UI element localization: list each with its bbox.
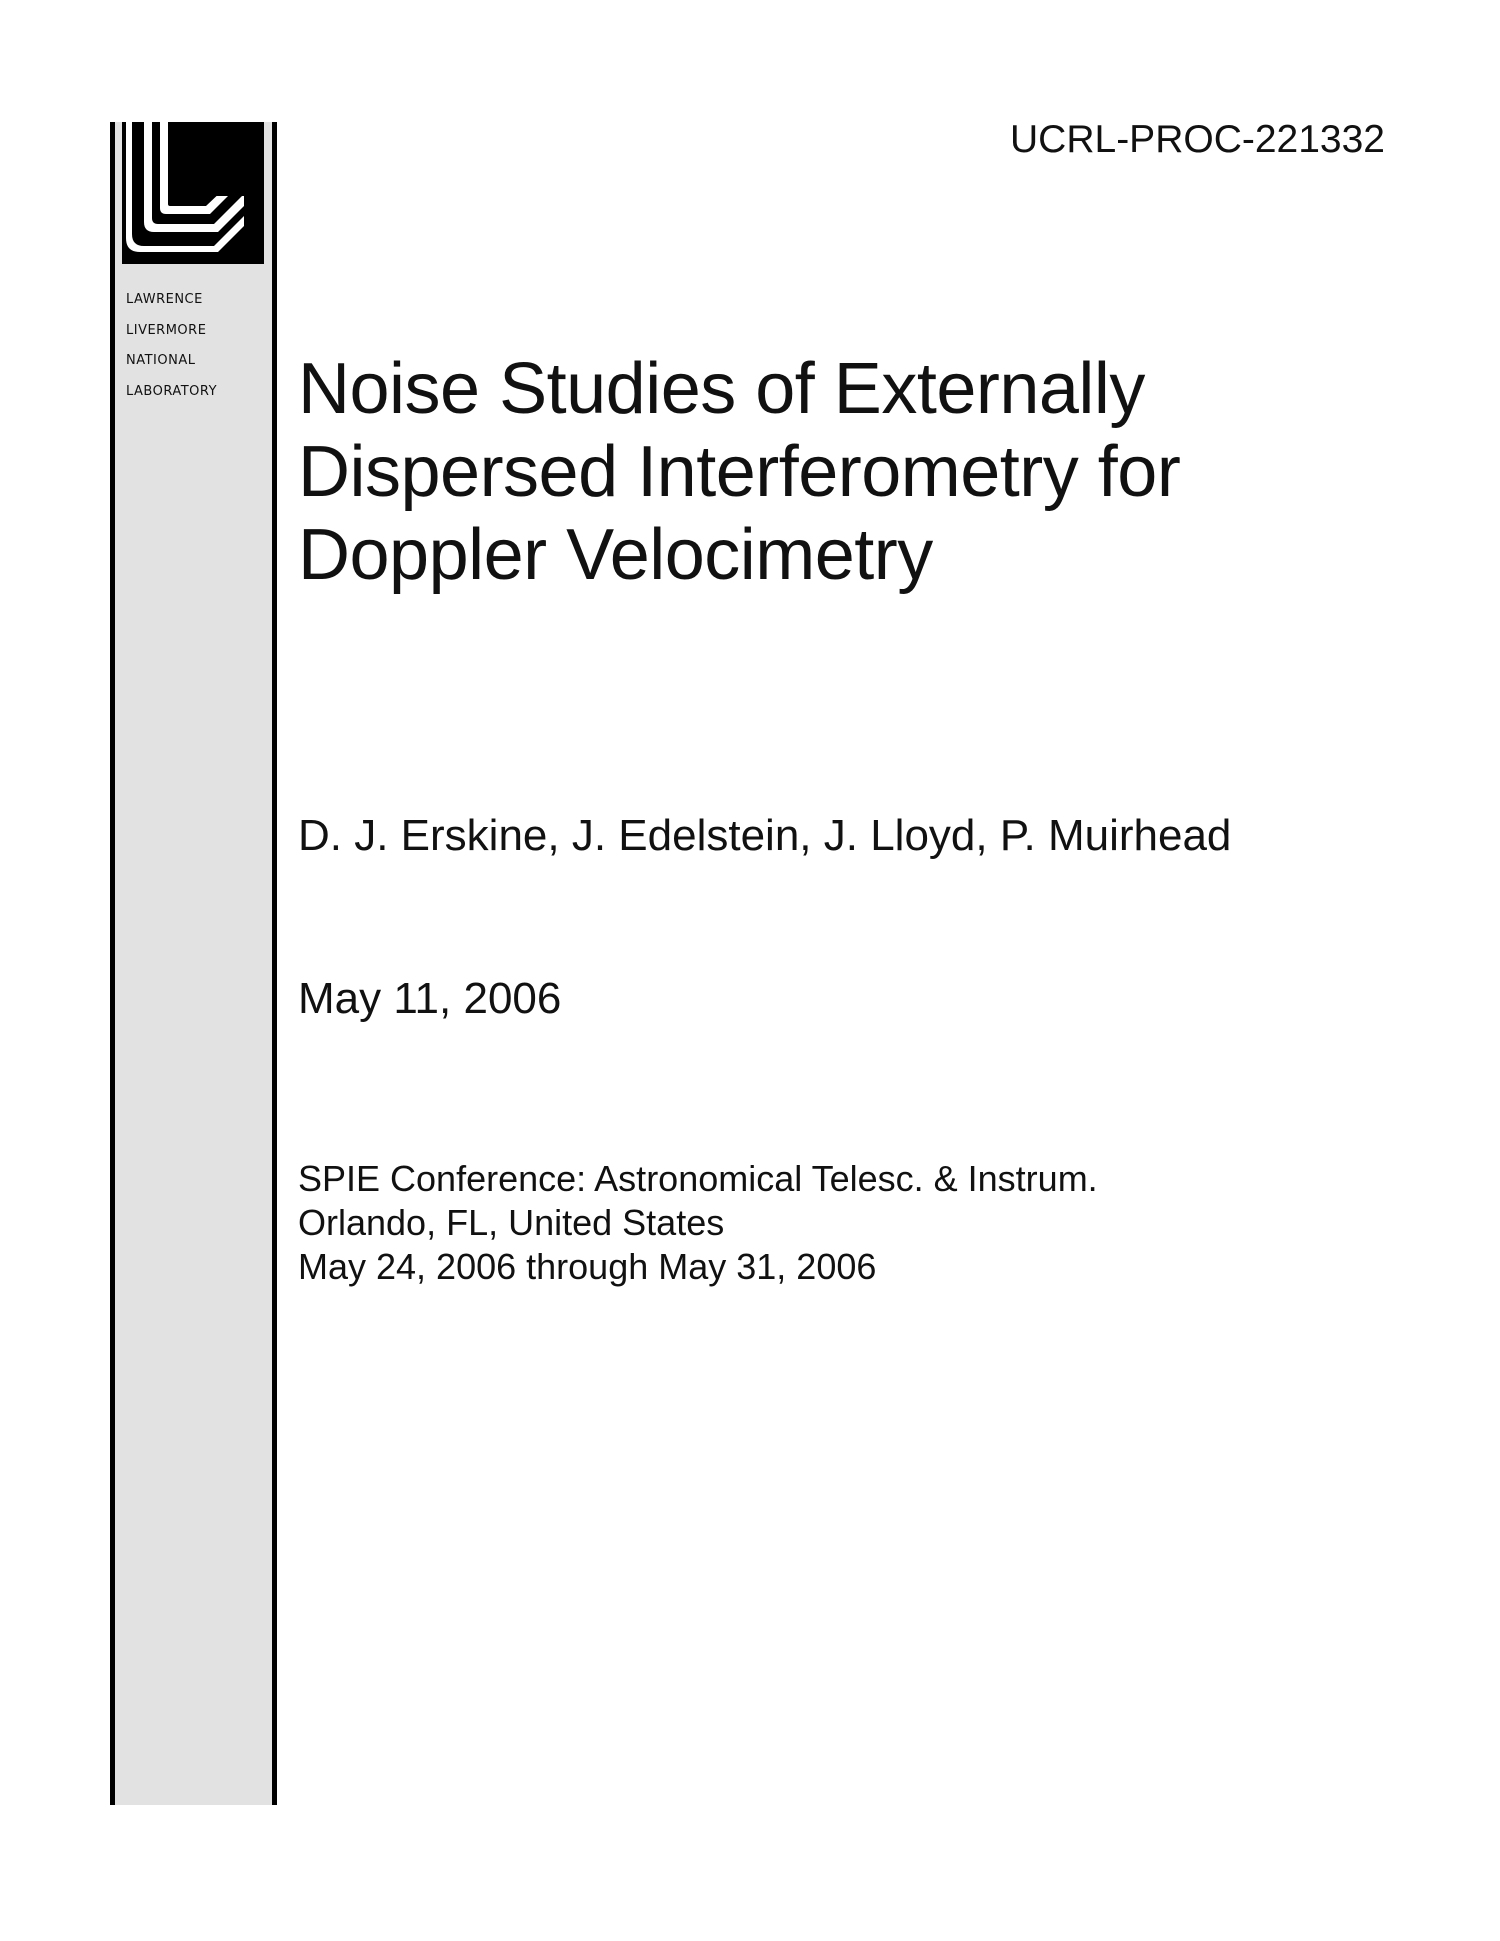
report-id: UCRL-PROC-221332 <box>1010 118 1385 161</box>
title-line-1: Noise Studies of Externally <box>298 349 1145 429</box>
conference-name: SPIE Conference: Astronomical Telesc. & Instrum. <box>298 1158 1098 1199</box>
document-date: May 11, 2006 <box>298 974 562 1023</box>
lab-line-1: LAWRENCE <box>126 292 203 307</box>
title-line-2: Dispersed Interferometry for <box>298 432 1181 512</box>
lab-line-3: NATIONAL <box>126 353 196 368</box>
authors: D. J. Erskine, J. Edelstein, J. Lloyd, P. Muirhead <box>298 811 1232 860</box>
conference-dates: May 24, 2006 through May 31, 2006 <box>298 1246 877 1287</box>
lab-line-2: LIVERMORE <box>126 322 207 338</box>
left-rule <box>110 122 115 1805</box>
conference-location: Orlando, FL, United States <box>298 1202 725 1243</box>
document-title <box>298 348 1398 597</box>
llnl-logo-icon <box>122 122 264 264</box>
right-rule <box>272 122 277 1805</box>
conference-info <box>298 1157 1098 1289</box>
title-line-3: Doppler Velocimetry <box>298 515 933 595</box>
lab-line-4: LABORATORY <box>126 383 218 399</box>
laboratory-name <box>126 285 260 407</box>
